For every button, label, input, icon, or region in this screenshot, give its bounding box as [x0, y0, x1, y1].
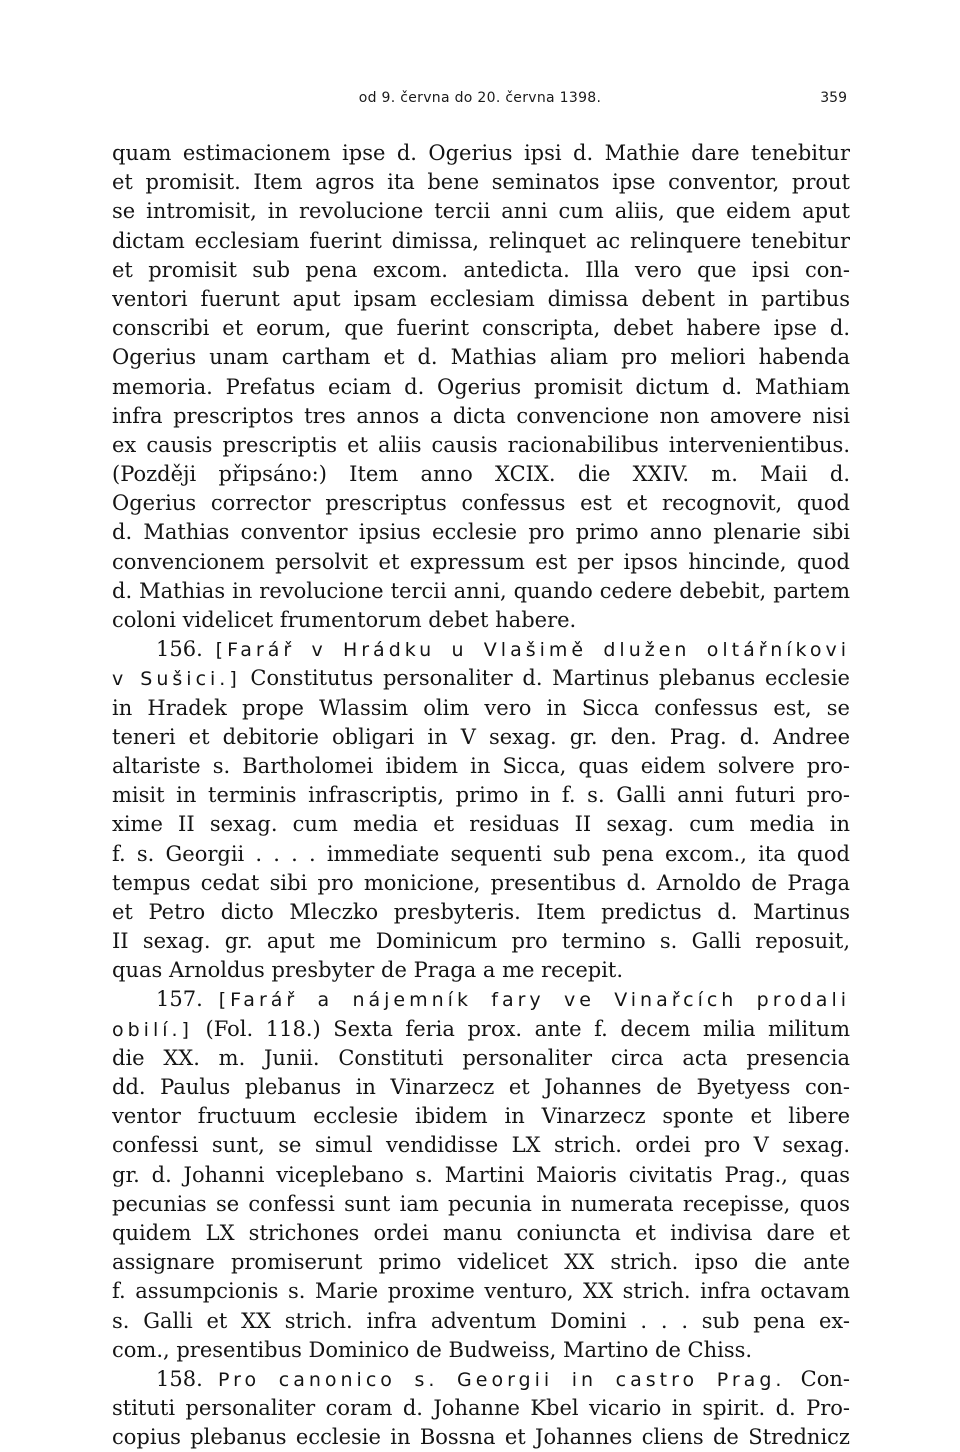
- text-line: [112, 1248, 850, 1277]
- line-text: teneri et debitorie obligari in V sexag. gr. den. Prag. d. Andree: [112, 724, 850, 749]
- page-number: 359: [820, 90, 847, 106]
- text-line: [112, 1044, 850, 1073]
- text-line: [112, 431, 850, 460]
- line-text: altariste s. Bartholomei ibidem in Sicca, quas eidem solvere pro-: [112, 753, 850, 778]
- text-line: [112, 1102, 850, 1131]
- line-text: s. Galli et XX strich. infra adventum Domini . . . sub pena ex-: [112, 1308, 850, 1333]
- line-text: ventori fuerunt aput ipsam ecclesiam dimissa debent in partibus: [112, 286, 850, 311]
- line-text: f. assumpcionis s. Marie proxime venturo, XX strich. infra octavam: [112, 1279, 850, 1304]
- text-line: [112, 1336, 850, 1365]
- line-text: memoria. Prefatus eciam d. Ogerius promisit dictum d. Mathiam: [112, 374, 850, 399]
- line-text: d. Mathias in revolucione tercii anni, quando cedere debebit, partem: [112, 578, 850, 603]
- line-text: et promisit sub pena excom. antedicta. Illa vero que ipsi con-: [112, 257, 850, 282]
- text-line: [112, 256, 850, 285]
- line-text: gr. d. Johanni viceplebano s. Martini Maioris civitatis Prag., quas: [112, 1162, 850, 1187]
- line-text: ex causis prescriptis et aliis causis racionabilibus intervenientibus.: [112, 432, 850, 457]
- text-line: [112, 577, 850, 606]
- text-line: [112, 402, 850, 431]
- entry-number: 158.: [156, 1366, 218, 1391]
- line-text: se intromisit, in revolucione tercii anni cum aliis, que eidem aput: [112, 199, 850, 224]
- running-head: [0, 90, 960, 114]
- line-text: confessi sunt, se simul vendidisse LX strich. ordei pro V sexag.: [112, 1133, 850, 1158]
- line-text: stituti personaliter coram d. Johanne Kbel vicario in spirit. d. Pro-: [112, 1396, 850, 1421]
- text-line: [112, 840, 850, 869]
- text-line: [112, 664, 850, 693]
- line-text: conscribi et eorum, que fuerint conscripta, debet habere ipse d.: [112, 316, 850, 341]
- text-line: [112, 1277, 850, 1306]
- line-text: pecunias se confessi sunt iam pecunia in numerata recepisse, quos: [112, 1191, 850, 1216]
- text-line: [112, 752, 850, 781]
- text-line: [112, 1307, 850, 1336]
- text-line: [112, 548, 850, 577]
- line-text: Ogerius corrector prescriptus confessus est et recognovit, quod: [112, 491, 850, 516]
- page-header-title: od 9. června do 20. června 1398.: [358, 90, 602, 106]
- line-text: quidem LX strichones ordei manu coniuncta et indivisa dare et: [112, 1220, 850, 1245]
- text-line: [112, 1190, 850, 1219]
- line-text: misit in terminis infrascriptis, primo in f. s. Galli anni futuri pro-: [112, 783, 850, 808]
- line-text: et promisit. Item agros ita bene seminatos ipse conventor, prout: [112, 170, 850, 195]
- line-text: xime II sexag. cum media et residuas II sexag. cum media in: [112, 812, 850, 837]
- text-line: [112, 227, 850, 256]
- text-line: [112, 1219, 850, 1248]
- text-line: [112, 985, 850, 1014]
- line-text: Con-: [785, 1366, 850, 1391]
- text-line: [112, 927, 850, 956]
- line-text: die XX. m. Junii. Constituti personaliter circa acta presencia: [112, 1045, 850, 1070]
- text-line: [112, 168, 850, 197]
- text-line: [112, 285, 850, 314]
- line-text: com., presentibus Dominico de Budweiss, Martino de Chiss.: [112, 1337, 753, 1362]
- line-text: f. s. Georgii . . . . immediate sequenti sub pena excom., ita quod: [112, 841, 850, 866]
- line-text: et Petro dicto Mleczko presbyteris. Item predictus d. Martinus: [112, 899, 850, 924]
- text-line: [112, 1394, 850, 1423]
- text-line: [112, 1423, 850, 1452]
- entry-number: 157.: [156, 987, 219, 1012]
- text-line: [112, 373, 850, 402]
- text-line: [112, 723, 850, 752]
- text-line: [112, 489, 850, 518]
- line-text: dictam ecclesiam fuerint dimissa, relinquet ac relinquere tenebitur: [112, 228, 850, 253]
- entry-heading: v Sušici.]: [112, 668, 241, 691]
- entry-heading: Pro canonico s. Georgii in castro Prag.: [218, 1368, 786, 1391]
- text-line: [112, 139, 850, 168]
- line-text: d. Mathias conventor ipsius ecclesie pro primo anno plenarie sibi: [112, 520, 850, 545]
- text-line: [112, 898, 850, 927]
- text-line: [112, 314, 850, 343]
- text-line: [112, 1161, 850, 1190]
- text-line: [112, 869, 850, 898]
- text-line: [112, 343, 850, 372]
- text-line: [112, 1015, 850, 1044]
- body-text: [112, 139, 850, 1452]
- text-line: [112, 606, 850, 635]
- entry-heading: [Farář v Hrádku u Vlašimě dlužen oltářníkovi: [215, 639, 850, 662]
- text-line: [112, 1073, 850, 1102]
- line-text: quam estimacionem ipse d. Ogerius ipsi d. Mathie dare tenebitur: [112, 141, 850, 165]
- text-line: [112, 1131, 850, 1160]
- line-text: ventor fructuum ecclesie ibidem in Vinarzecz sponte et libere: [112, 1104, 850, 1129]
- line-text: Ogerius unam cartham et d. Mathias aliam pro meliori habenda: [112, 345, 850, 370]
- line-text: assignare promiserunt primo videlicet XX strich. ipso die ante: [112, 1250, 850, 1275]
- text-line: [112, 635, 850, 664]
- line-text: in Hradek prope Wlassim olim vero in Sicca confessus est, se: [112, 695, 850, 720]
- entry-number: 156.: [156, 637, 216, 662]
- entry-heading: obilí.]: [112, 1018, 193, 1041]
- line-text: copius plebanus ecclesie in Bossna et Johannes cliens de Strednicz: [112, 1425, 850, 1450]
- text-line: [112, 810, 850, 839]
- text-line: [112, 694, 850, 723]
- text-line: [112, 197, 850, 226]
- line-text: convencionem persolvit et expressum est per ipsos hincinde, quod: [112, 549, 850, 574]
- line-text: dd. Paulus plebanus in Vinarzecz et Johannes de Byetyess con-: [112, 1075, 850, 1099]
- line-text: quas Arnoldus presbyter de Praga a me recepit.: [112, 958, 624, 983]
- text-line: [112, 460, 850, 489]
- line-text: (Později připsáno:) Item anno XCIX. die XXIV. m. Maii d.: [112, 462, 850, 487]
- line-text: tempus cedat sibi pro monicione, presentibus d. Arnoldo de Praga: [112, 870, 850, 895]
- text-line: [112, 781, 850, 810]
- text-line: [112, 1365, 850, 1394]
- line-text: coloni videlicet frumentorum debet habere.: [112, 608, 577, 632]
- entry-heading: [Farář a nájemník fary ve Vinařcích prodali: [218, 989, 850, 1012]
- text-line: [112, 956, 850, 985]
- line-text: infra prescriptos tres annos a dicta convencione non amovere nisi: [112, 403, 850, 428]
- text-line: [112, 518, 850, 547]
- line-text: Constitutus personaliter d. Martinus plebanus ecclesie: [240, 666, 850, 691]
- line-text: (Fol. 118.) Sexta feria prox. ante f. decem milia militum: [192, 1016, 850, 1041]
- line-text: II sexag. gr. aput me Dominicum pro termino s. Galli reposuit,: [112, 929, 850, 954]
